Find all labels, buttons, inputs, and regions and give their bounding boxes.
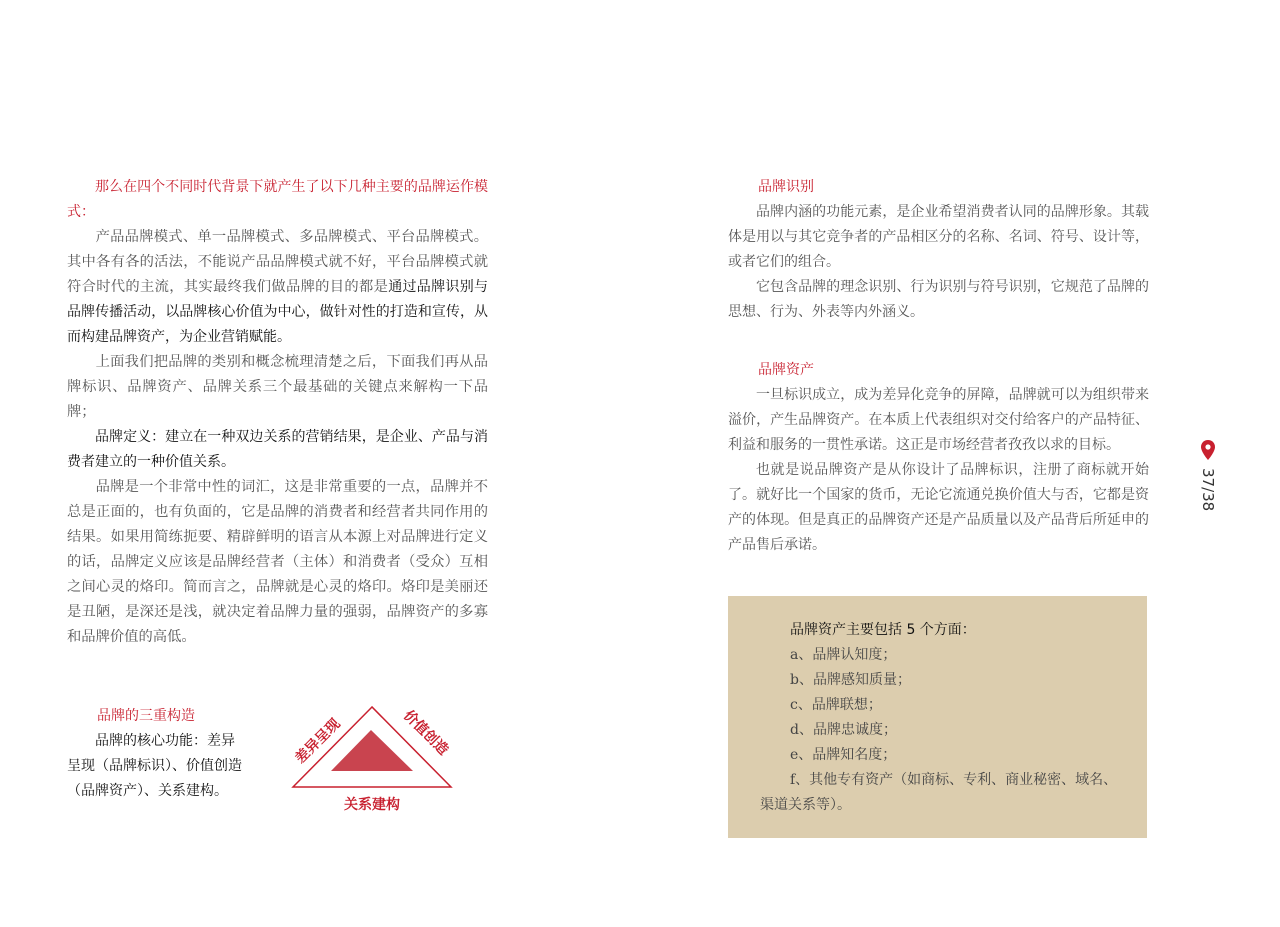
identity-paragraph-1: 品牌内涵的功能元素，是企业希望消费者认同的品牌形象。其载体是用以与其它竞争者的产品相区分的名称、名词、符号、设计等，或者它们的组合。 <box>728 204 1149 270</box>
page-indicator <box>1196 440 1220 515</box>
asset-paragraph-1: 一旦标识成立，成为差异化竞争的屏障，品牌就可以为组织带来溢价，产生品牌资产。在本质上代表组织对交付给客户的产品特征、利益和服务的一贯性承诺。这正是市场经营者孜孜以求的目标。 <box>728 387 1149 453</box>
brand-definition: 品牌定义：建立在一种双边关系的营销结果，是企业、产品与消费者建立的一种价值关系。 <box>67 429 488 470</box>
triple-structure-diagram <box>285 700 460 820</box>
box-heading: 品牌资产主要包括 5 个方面： <box>790 622 976 638</box>
identity-heading: 品牌识别 <box>758 179 814 195</box>
right-column <box>728 175 1149 558</box>
asset-aspects-box <box>728 596 1147 838</box>
aspect-item: e、品牌知名度； <box>790 747 897 763</box>
structure-heading: 品牌的三重构造 <box>97 708 195 724</box>
aspect-item-continued: 渠道关系等）。 <box>760 797 851 813</box>
modes-bold-text: 通过品牌识别与品牌传播活动，以品牌核心价值为中心，做针对性的打造和宣传，从而构建品牌资产，为企业营销赋能。 <box>67 279 489 345</box>
location-pin-icon <box>1201 440 1215 460</box>
paragraph-deconstruct: 上面我们把品牌的类别和概念梳理清楚之后，下面我们再从品牌标识、品牌资产、品牌关系三个最基础的关键点来解构一下品牌； <box>67 354 488 420</box>
page-number: 37/38 <box>1199 468 1217 512</box>
identity-paragraph-2: 它包含品牌的理念识别、行为识别与符号识别，它规范了品牌的思想、行为、外表等内外涵义。 <box>728 279 1149 320</box>
diagram-bottom-label: 关系建构 <box>344 797 400 813</box>
structure-text: 品牌的核心功能：差异呈现（品牌标识）、价值创造（品牌资产）、关系建构。 <box>67 733 242 799</box>
diagram-left-label: 差异呈现 <box>292 715 344 767</box>
aspect-item: d、品牌忠诚度； <box>790 722 897 738</box>
aspect-item: c、品牌联想； <box>790 697 882 713</box>
aspect-item: f、其他专有资产（如商标、专利、商业秘密、域名、 <box>790 772 1118 788</box>
paragraph-modes <box>67 225 488 350</box>
intro-heading: 那么在四个不同时代背景下就产生了以下几种主要的品牌运作模式： <box>67 179 488 220</box>
asset-heading: 品牌资产 <box>758 362 814 378</box>
aspect-item: a、品牌认知度； <box>790 647 897 663</box>
diagram-right-label: 价值创造 <box>400 707 452 759</box>
aspect-item: b、品牌感知质量； <box>790 672 911 688</box>
triple-structure-section <box>67 704 245 804</box>
modes-text: 产品品牌模式、单一品牌模式、多品牌模式、平台品牌模式。其中各有各的活法，不能说产品品牌模式就不好，平台品牌模式就符合时代的主流，其实最终我们做品牌的目的都是 <box>67 229 488 295</box>
asset-paragraph-2: 也就是说品牌资产是从你设计了品牌标识，注册了商标就开始了。就好比一个国家的货币，无论它流通兑换价值大与否，它都是资产的体现。但是真正的品牌资产还是产品质量以及产品背后所延申的产品售后承诺。 <box>728 462 1149 553</box>
left-column <box>67 175 488 650</box>
paragraph-neutral: 品牌是一个非常中性的词汇，这是非常重要的一点，品牌并不总是正面的，也有负面的，它是品牌的消费者和经营者共同作用的结果。如果用简练扼要、精辟鲜明的语言从本源上对品牌进行定义的话，品牌定义应该是品牌经营者（主体）和消费者（受众）互相之间心灵的烙印。简而言之，品牌就是心灵的烙印。烙印是美丽还是丑陋，是深还是浅，就决定着品牌力量的强弱，品牌资产的多寡和品牌价值的高低。 <box>67 479 488 645</box>
